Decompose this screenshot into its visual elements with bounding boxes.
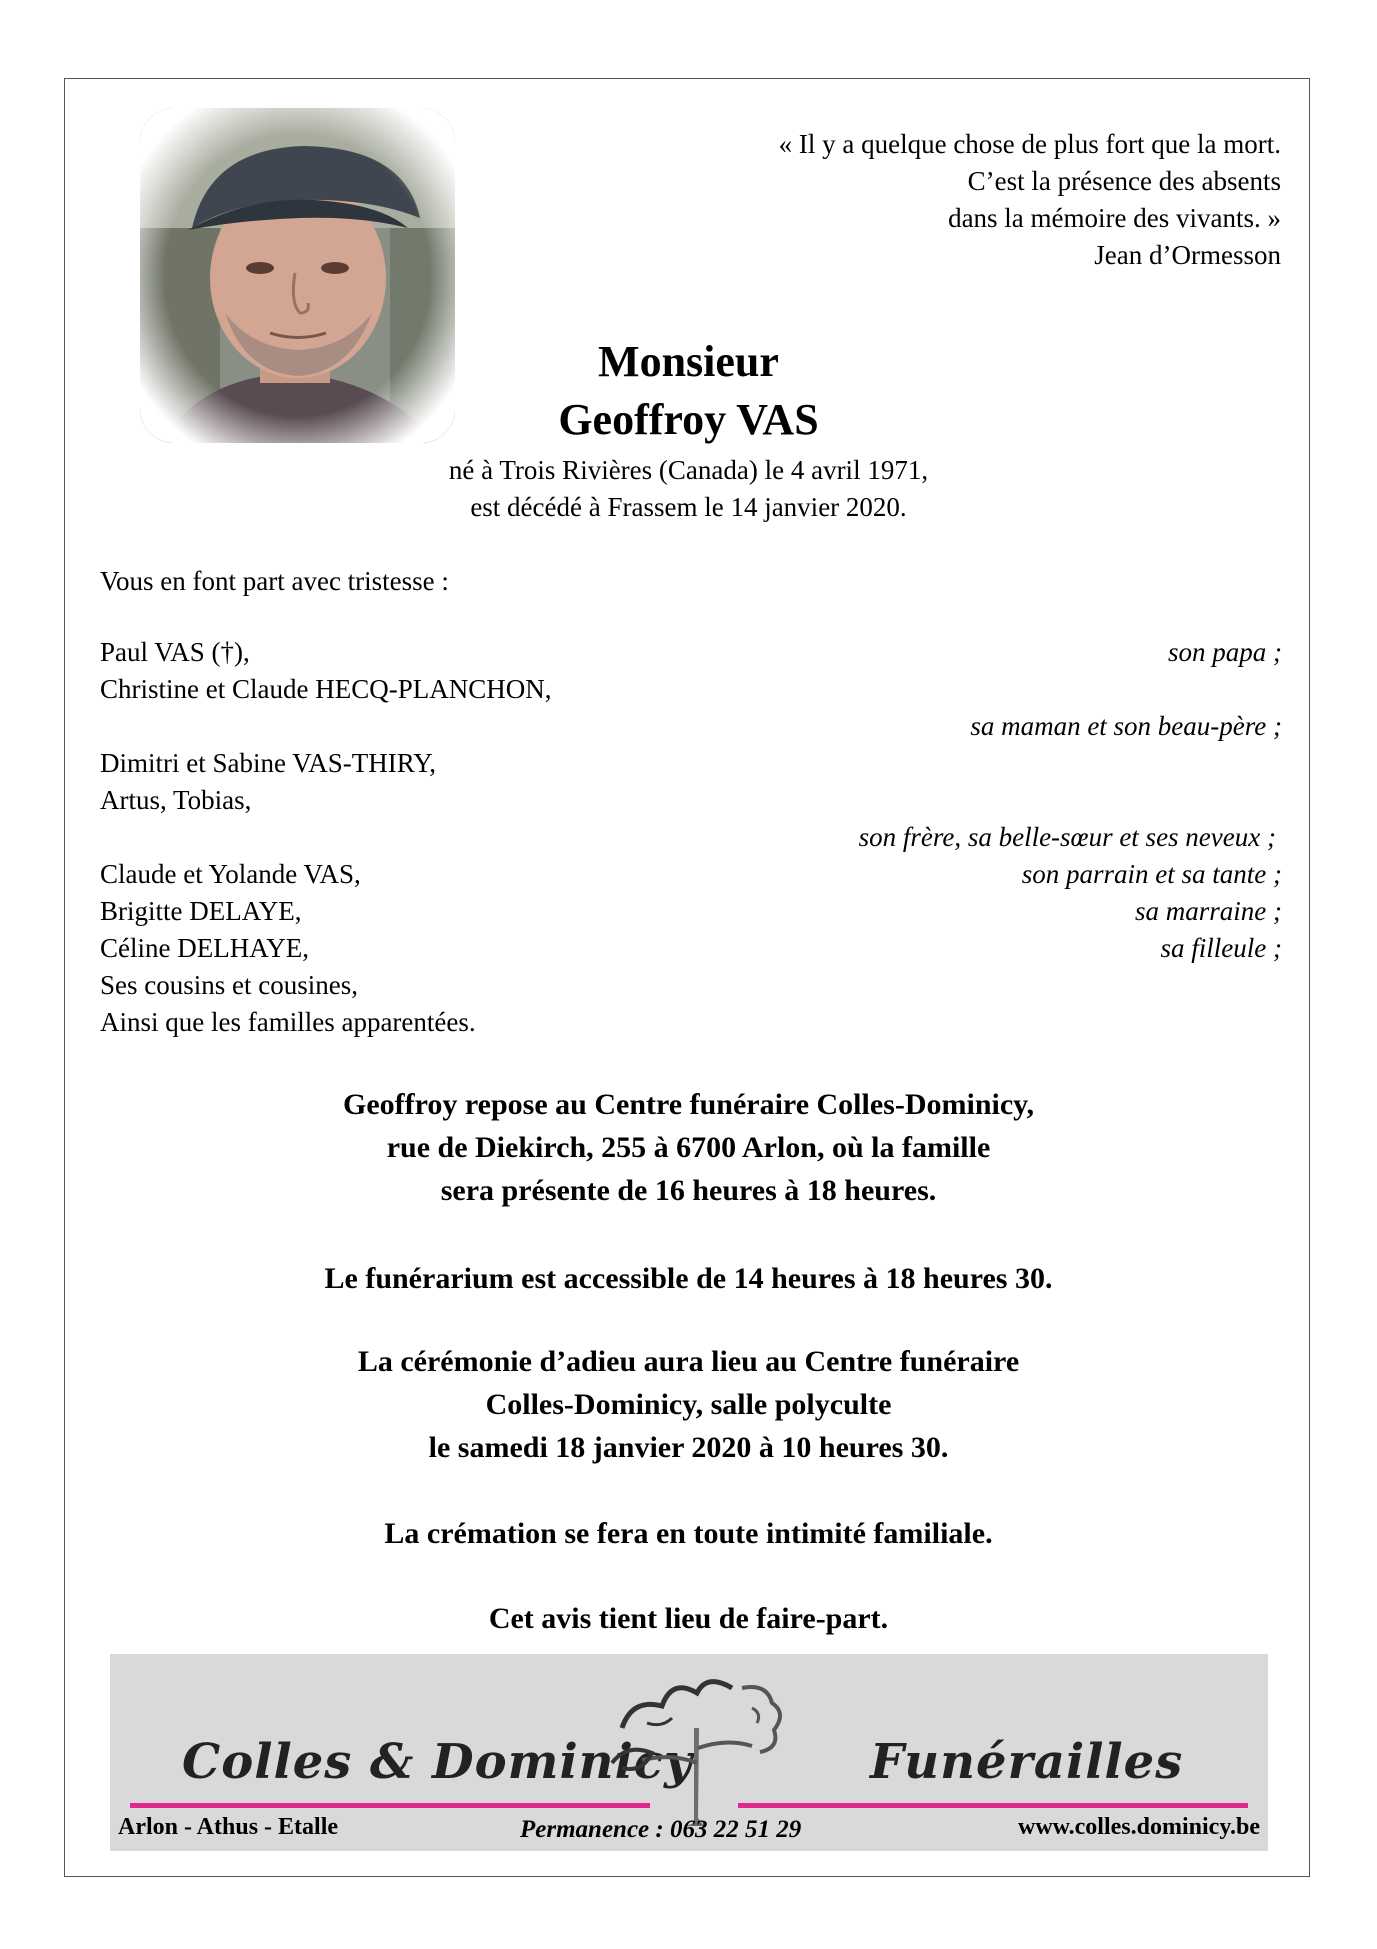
birth-death-info [0, 452, 1377, 526]
ceremony-line: La cérémonie d’adieu aura lieu au Centre funéraire [357, 1345, 1020, 1378]
cremation-info: La crémation se fera en toute intimité familiale. [384, 1517, 993, 1550]
family-role: sa filleule ; [1160, 933, 1282, 963]
footer-phone: Permanence : 063 22 51 29 [520, 1816, 802, 1843]
footer-website: www.colles.dominicy.be [1017, 1814, 1260, 1840]
family-role: son frère, sa belle-sœur et ses neveux ; [858, 822, 1276, 852]
family-name: Paul VAS (†), [100, 637, 250, 667]
repose-line: Geoffroy repose au Centre funéraire Colles-Dominicy, [343, 1088, 1034, 1121]
family-name: Claude et Yolande VAS, [100, 859, 361, 889]
accent-line-left [130, 1803, 650, 1808]
deceased-title: Monsieur [598, 337, 779, 386]
family-role: son papa ; [1168, 637, 1282, 667]
funeral-home-banner [110, 1654, 1268, 1851]
family-name: Artus, Tobias, [100, 785, 252, 815]
ceremony-info [0, 1340, 1377, 1469]
family-name: Ainsi que les familles apparentées. [100, 1007, 476, 1037]
quote-line: « Il y a quelque chose de plus fort que la mort. [778, 129, 1281, 159]
quote-line: dans la mémoire des vivants. » [948, 203, 1281, 233]
quote-author: Jean d’Ormesson [1094, 240, 1281, 270]
deceased-name: Geoffroy VAS [558, 395, 819, 444]
family-role: son parrain et sa tante ; [1021, 859, 1282, 889]
death-line: est décédé à Frassem le 14 janvier 2020. [470, 492, 907, 522]
birth-line: né à Trois Rivières (Canada) le 4 avril 1971, [448, 455, 929, 485]
family-name: Céline DELHAYE, [100, 933, 309, 963]
tree-logo-icon [602, 1668, 792, 1828]
family-name: Brigitte DELAYE, [100, 896, 302, 926]
repose-line: sera présente de 16 heures à 18 heures. [440, 1174, 937, 1207]
portrait-photo [140, 108, 455, 443]
footer-locations: Arlon - Athus - Etalle [118, 1814, 339, 1840]
notice-text: Cet avis tient lieu de faire-part. [488, 1602, 889, 1635]
repose-line: rue de Diekirch, 255 à 6700 Arlon, où la famille [386, 1131, 991, 1164]
ceremony-line: Colles-Dominicy, salle polyculte [485, 1388, 892, 1421]
quote-line: C’est la présence des absents [967, 166, 1281, 196]
repose-info [0, 1083, 1377, 1212]
family-role: sa maman et son beau-père ; [970, 711, 1282, 741]
family-name: Ses cousins et cousines, [100, 970, 358, 1000]
family-role: sa marraine ; [1135, 896, 1282, 926]
brand-name: Colles & Dominicy [182, 1734, 693, 1790]
accent-line-right [738, 1803, 1248, 1808]
family-list [100, 637, 1282, 1057]
funerarium-info: Le funérarium est accessible de 14 heures à 18 heures 30. [324, 1262, 1053, 1295]
family-name: Dimitri et Sabine VAS-THIRY, [100, 748, 437, 778]
intro-text: Vous en font part avec tristesse : [100, 566, 449, 596]
family-name: Christine et Claude HECQ-PLANCHON, [100, 674, 552, 704]
brand-tagline: Funérailles [870, 1734, 1184, 1790]
ceremony-line: le samedi 18 janvier 2020 à 10 heures 30. [428, 1431, 949, 1464]
quote-block [581, 126, 1281, 274]
